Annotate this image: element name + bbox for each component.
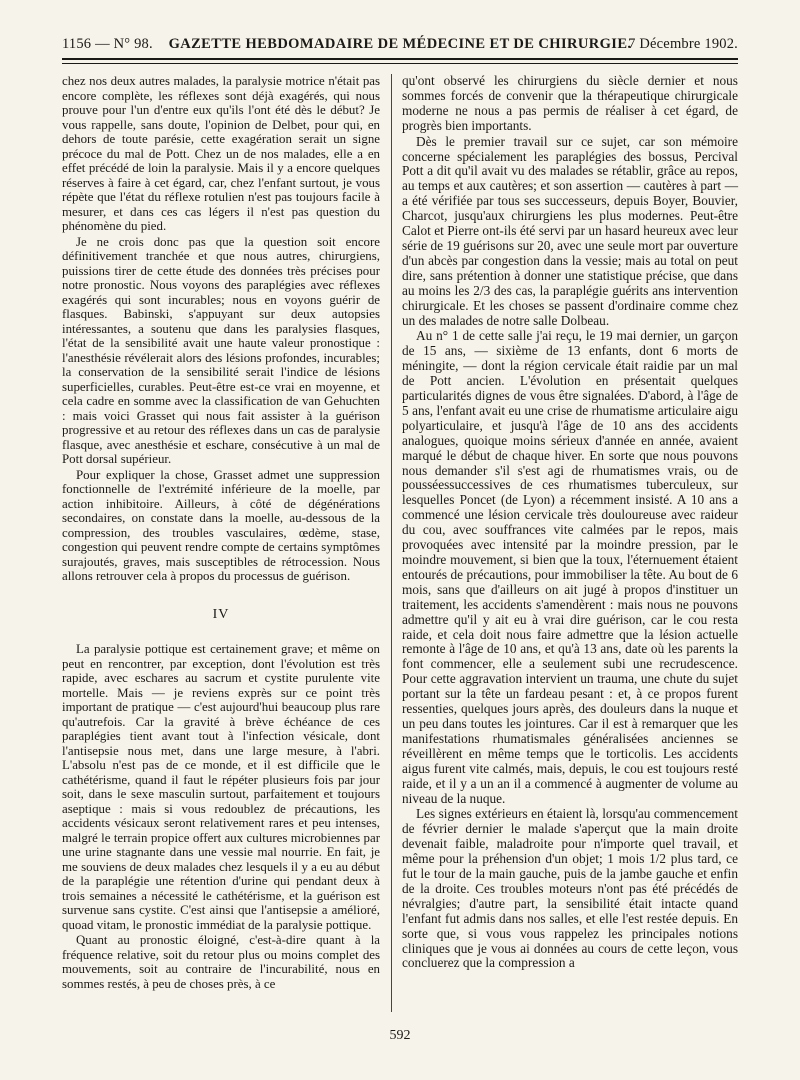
issue-date: 7 Décembre 1902. [628, 36, 738, 52]
header-rule-thin [62, 63, 738, 64]
paragraph: Je ne crois donc pas que la question soit encore définitivement tranchée et que nous autres, chirurgiens, puissions tirer de cette étude des données très précises pour notre pronostic. Nous voyons des paraplégies avec réflexes exagérés qui sont incurables; nous en voyons guérir de flasques. Babinski, s'appuyant sur deux autopsies intéressantes, a soutenu que dans les paralysies flasques, l'état de la sensibilité avait une haute valeur pronostique : l'anesthésie révélerait alors des lésions profondes, incurables; la conservation de la sensibilité serait l'indice de lésions superficielles, curables. Peut-être est-ce vrai en moyenne, et cela cadre en somme avec la classification de van Gehuchten : mais voici Grasset qui nous fait assister à la guérison progressive et au retour des réflexes dans un cas de paralysie flasque, avec anesthésie et eschare, consécutive à un mal de Pott dorsal supérieur. [62, 234, 380, 466]
paragraph: qu'ont observé les chirurgiens du siècle dernier et nous sommes forcés de convenir que la thérapeutique chirurgicale moderne ne nous a pas permis de réaliser à cet égard, de progrès bien importants. [402, 73, 738, 133]
paragraph: La paralysie pottique est certainement grave; et même on peut en rencontrer, par exception, dont l'évolution est très rapide, avec eschares au sacrum et cystite purulente vite mortelle. Mais — je reviens exprès sur ce point très important de pratique — c'est aujourd'hui beaucoup plus rare qu'autrefois. Car la gravité à brève échéance de ces paraplégies tient avant tout à l'infection vésicale, dont l'antisepsie nous met, dans une large mesure, à l'abri. L'absolu n'est pas de ce monde, et il est difficile que le cathétérisme, quand il faut le répéter plusieurs fois par jour soit, dans le sexe masculin surtout, parfaitement et toujours aseptique : mais si vous redoublez de précautions, les accidents vésicaux seront relativement rares et peu intenses, malgré le terrain propice offert aux cultures microbiennes par une urine stagnante dans une vessie mal nourrie. En fait, je me souviens de deux malades chez lesquels il y a eu au début de la paraplégie une rétention d'urine qui pendant deux à trois semaines a nécessité le cathétérisme, et la guérison est survenue sans cystite. C'est ainsi que l'antisepsie a amélioré, quoad vitam, le pronostic immédiat de la paralysie pottique. [62, 642, 380, 932]
running-header [62, 36, 738, 54]
page-and-issue-number: 1156 — N° 98. [62, 36, 153, 52]
paragraph: chez nos deux autres malades, la paralysie motrice n'était pas encore complète, les réflexes sont déjà exagérés, qui nous prouve pour l'un d'entre eux qu'ils l'ont été dès le début? Je vous rappelle, sans doute, l'opinion de Delbet, pour qui, en dehors de toute parésie, cette exagération serait un signe précoce du mal de Pott. Chez un de nos malades, elle a en effet précédé de loin la paralysie. Mais il y a encore quelques réserves à faire à cet égard, car, chez l'enfant surtout, je vous répète que l'état du réflexe rotulien n'est pas toujours facile à mesurer, et dans ces cas légers il n'est pas question du phénomène du pied. [62, 74, 380, 233]
journal-title: GAZETTE HEBDOMADAIRE DE MÉDECINE ET DE CHIRURGIE. [168, 36, 632, 52]
paragraph: Au n° 1 de cette salle j'ai reçu, le 19 mai dernier, un garçon de 15 ans, — sixième de 13 enfants, dont 6 morts de méningite, — dont la région cervicale était raidie par un mal de Pott ancien. L'évolution en présentait quelques particularités dignes de vous être signalées. D'abord, à l'âge de 5 ans, l'enfant avait eu une crise de rhumatisme articulaire aigu polyarticulaire, et jusqu'à l'âge de 10 ans des accidents analogues, quoique moins sérieux d'année en année, avaient marqué le début de chaque hiver. En sorte que nous pouvons nous demander s'il s'est agi de rhumatismes vrais, ou de pousséessuccessives de ces rhumatismes tuberculeux, sur lesquelles Poncet (de Lyon) a récemment insisté. A 10 ans a commencé une lésion cervicale très douloureuse avec raideur du cou, avec souffrances vite calmées par le repos, mais provoquées avec intensité par la moindre pression, par le moindre mouvement, si bien que la toux, l'éternuement étaient entourés de précautions, pour immobiliser la tête. Au bout de 6 mois, sans que d'ailleurs on ait jugé à propos d'instituer un traitement, les accidents s'amendèrent : mais nous ne pouvons admettre qu'il y ait eu à vrai dire guérison, car le cou resta raide, et cela doit nous faire admettre que la lésion actuelle remonte à l'âge de 10 ans, et qu'à 13 ans, date où les parents la font commencer, elle a seulement subi une recrudescence. Pour cette aggravation intervient un trauma, une chute du sujet portant sur la tête un fardeau pesant : et, à ce propos furent ressenties, quelques jours après, des douleurs dans la nuque et un peu dans toutes les jointures. Car il est à remarquer que les manifestations rhumatismales généralisées anciennes se réveillèrent en même temps que le torticolis. Les accidents aigus furent vite calmés, mais, depuis, le cou est toujours resté raide, et il y a un an il a commencé à augmenter de volume au niveau de la nuque. [402, 328, 738, 806]
paragraph: Pour expliquer la chose, Grasset admet une suppression fonctionnelle de l'extrémité inférieure de la moelle, par action inhibitoire. Ailleurs, à côté de dégénérations secondaires, on constate dans la moelle, au-dessous de la compression, des troubles vasculaires, œdème, stase, congestion qui peuvent rendre compte de certains symptômes surajoutés, graves, mais susceptibles de rétrocession. Nous allons retrouver cela à propos du processus de guérison. [62, 467, 380, 583]
paragraph: Dès le premier travail sur ce sujet, car son mémoire concerne spécialement les paraplégies des bossus, Percival Pott a dit qu'il avait vu des malades se rétablir, grâce au repos, au temps et aux cautères; et son assertion — cautères à part — a été vérifiée par tous ses successeurs, depuis Boyer, Bouvier, Charcot, jusqu'aux chirurgiens les plus modernes. Peut-être Calot et Pierre ont-ils été servi par un hasard heureux avec leur série de 19 guérisons sur 20, avec une seule mort par ouverture d'un abcès par congestion dans la vessie; mais au total on peut dire, sans prétention à donner une statistique précise, que dans au moins les 2/3 des cas, la paraplégie guérits ans intervention chirurgicale. Et les choses se passent d'ordinaire comme chez un des malades de notre salle Dolbeau. [402, 133, 738, 328]
header-rule-thick [62, 58, 738, 60]
paragraph: Quant au pronostic éloigné, c'est-à-dire quant à la fréquence relative, soit du retour plus ou moins complet des mouvements, soit au contraire de l'incurabilité, nous en sommes restés, à peu de choses près, à ce [62, 933, 380, 991]
section-heading: IV [212, 606, 230, 622]
right-column [402, 74, 738, 971]
left-column [62, 74, 380, 991]
paragraph: Les signes extérieurs en étaient là, lorsqu'au commencement de février dernier le malade s'aperçut que la main droite devenait faible, maladroite pour n'importe quel travail, et même pour la préhension d'un objet; 1 mois 1/2 plus tard, ce fut le tour de la main gauche, puis de la jambe gauche et enfin de la droite. Ces troubles moteurs n'ont pas été précédés de névralgies; d'autre part, la sensibilité était intacte quand l'enfant fut admis dans nos salles, et elle l'est restée depuis. En sorte que, si vous vous rappelez les principales notions cliniques que je vous ai données au cours de cette leçon, vous concluerez que la compression a [402, 806, 738, 971]
column-divider [391, 74, 392, 1012]
page-number: 592 [389, 1028, 411, 1043]
